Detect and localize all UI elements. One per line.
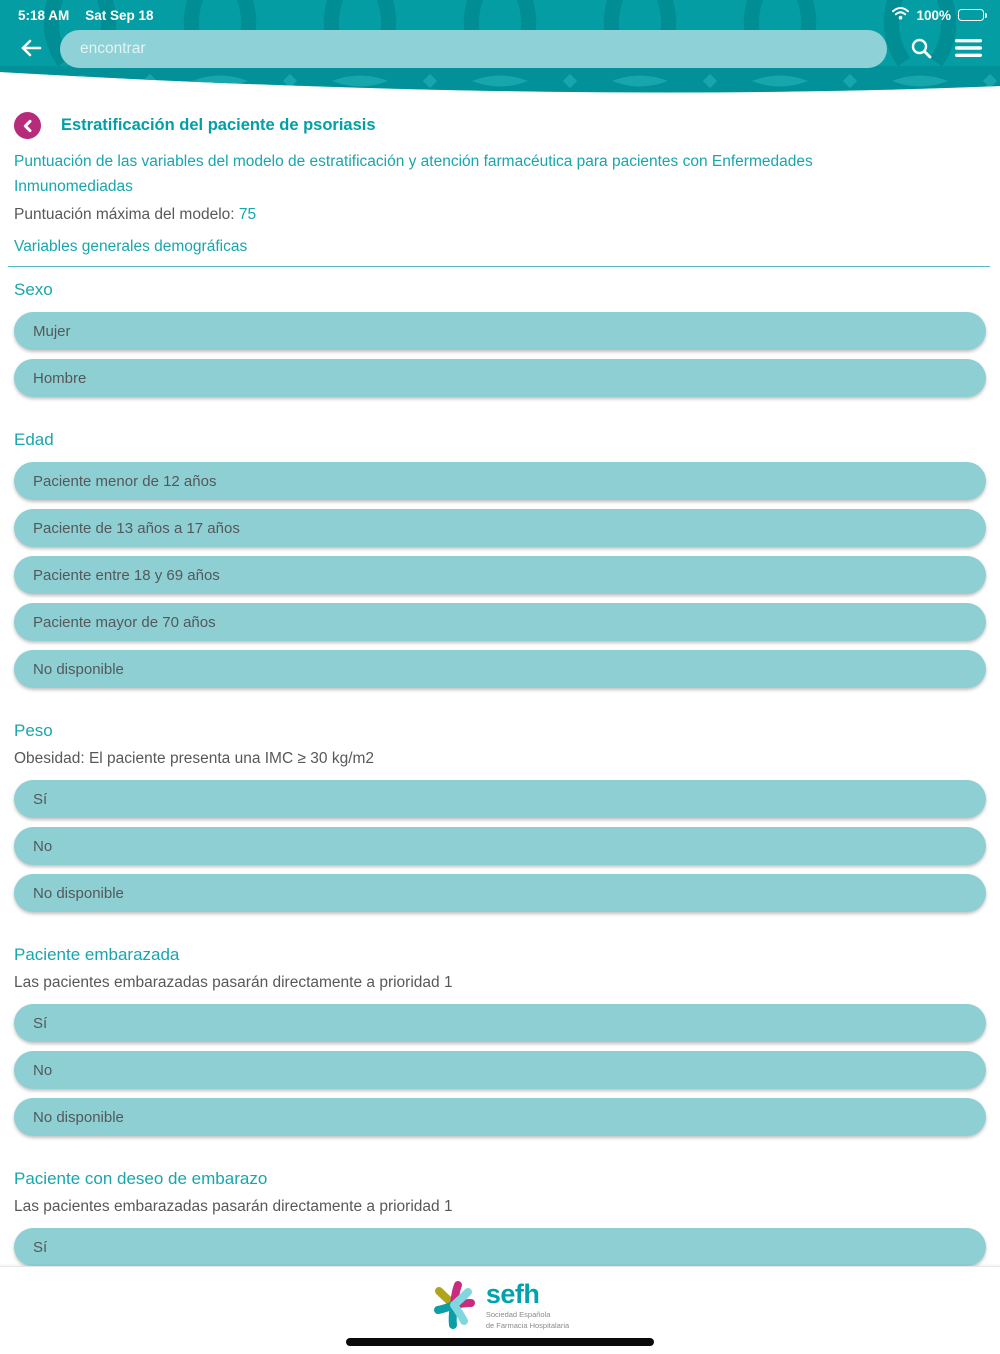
- option-pill[interactable]: Paciente mayor de 70 años: [14, 603, 986, 641]
- option-pill[interactable]: No disponible: [14, 1098, 986, 1136]
- status-time: 5:18 AM: [18, 7, 70, 23]
- question-section: [14, 1169, 986, 1266]
- option-pill[interactable]: No disponible: [14, 650, 986, 688]
- option-pill[interactable]: Sí: [14, 780, 986, 818]
- battery-icon: [958, 9, 984, 21]
- max-score-value: 75: [238, 206, 257, 223]
- section-divider: [8, 266, 990, 267]
- max-score-line: [14, 205, 986, 224]
- app-header: [0, 0, 1000, 100]
- option-pill[interactable]: No: [14, 1051, 986, 1089]
- section-subtitle: Obesidad: El paciente presenta una IMC ≥ 30 kg/m2: [14, 750, 375, 767]
- question-section: [14, 945, 986, 1136]
- sefh-star-icon: [431, 1279, 477, 1331]
- option-pill[interactable]: Mujer: [14, 312, 986, 350]
- sefh-tagline-line1: Sociedad Española: [485, 1309, 551, 1319]
- option-pill[interactable]: No: [14, 827, 986, 865]
- option-pill[interactable]: Paciente menor de 12 años: [14, 462, 986, 500]
- intro-text: Puntuación de las variables del modelo de estratificación y atención farmacéutica para pacientes con Enfermedades Inmunomediadas: [14, 153, 813, 195]
- sefh-logo-text: sefh: [485, 1278, 540, 1309]
- sections: [14, 280, 986, 1266]
- max-score-label: Puntuación máxima del modelo:: [14, 206, 235, 223]
- hamburger-menu-icon[interactable]: [955, 38, 982, 61]
- battery-percent: 100%: [916, 7, 951, 23]
- section-title: Peso: [14, 721, 53, 740]
- chevron-left-icon: [20, 118, 36, 134]
- page-title-row: [14, 112, 986, 139]
- option-pill[interactable]: Sí: [14, 1004, 986, 1042]
- status-bar: [0, 0, 1000, 26]
- option-pill[interactable]: Paciente entre 18 y 69 años: [14, 556, 986, 594]
- section-title: Paciente embarazada: [14, 945, 180, 964]
- back-arrow-icon[interactable]: [14, 38, 48, 61]
- section-subtitle: Las pacientes embarazadas pasarán directamente a prioridad 1: [14, 974, 453, 991]
- section-title: Sexo: [14, 280, 53, 299]
- option-pill[interactable]: Hombre: [14, 359, 986, 397]
- sefh-logo: [431, 1279, 569, 1331]
- status-date: Sat Sep 18: [85, 7, 154, 23]
- app-footer: [0, 1266, 1000, 1354]
- sefh-tagline-line2: de Farmacia Hospitalaria: [485, 1320, 570, 1330]
- back-circle-button[interactable]: [14, 112, 41, 139]
- home-indicator[interactable]: [346, 1338, 654, 1346]
- search-input[interactable]: [60, 30, 887, 68]
- search-icon[interactable]: [909, 36, 933, 63]
- section-subtitle: Las pacientes embarazadas pasarán directamente a prioridad 1: [14, 1198, 453, 1215]
- option-pill[interactable]: Sí: [14, 1228, 986, 1266]
- variables-group-link[interactable]: Variables generales demográficas: [14, 238, 248, 255]
- section-title: Edad: [14, 430, 54, 449]
- question-section: [14, 430, 986, 688]
- question-section: [14, 721, 986, 912]
- question-section: [14, 280, 986, 397]
- search-bar-row: [0, 26, 1000, 72]
- page-title: Estratificación del paciente de psoriasis: [61, 116, 376, 134]
- section-title: Paciente con deseo de embarazo: [14, 1169, 268, 1188]
- option-pill[interactable]: Paciente de 13 años a 17 años: [14, 509, 986, 547]
- content-area: [0, 100, 1000, 1266]
- option-pill[interactable]: No disponible: [14, 874, 986, 912]
- wifi-icon: [892, 7, 909, 23]
